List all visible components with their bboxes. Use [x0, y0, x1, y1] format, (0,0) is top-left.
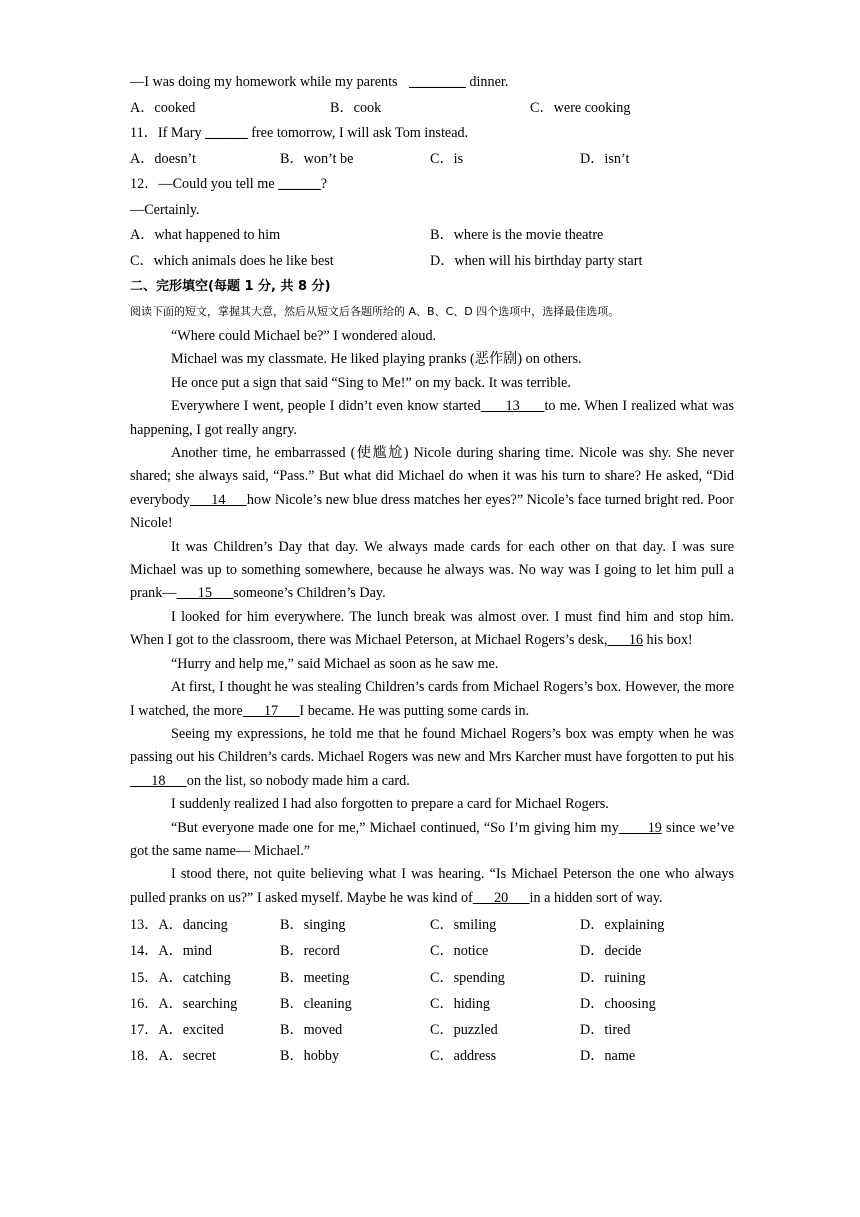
q16-option-c[interactable]: C．hiding: [430, 995, 490, 1012]
passage-paragraph-13: [130, 863, 734, 910]
q16-option-a[interactable]: 16．A．searching: [130, 995, 238, 1012]
q15-option-d[interactable]: D．ruining: [580, 969, 646, 986]
q13-option-d[interactable]: D．explaining: [580, 917, 665, 934]
blank-17: 17: [242, 702, 300, 719]
exam-page: [130, 70, 734, 1069]
q11-option-c[interactable]: C．is: [430, 150, 464, 167]
question-12-blank: ______: [278, 176, 321, 192]
blank-14: 14: [189, 491, 247, 508]
cloze-option-row-13: [130, 912, 734, 938]
q17-option-d[interactable]: D．tired: [580, 1021, 631, 1038]
p4-text-a: Everywhere I went, people I didn’t even know started: [171, 398, 481, 415]
question-12-suffix: ?: [320, 176, 328, 192]
passage-paragraph-4: [130, 395, 734, 442]
blank-16: 16: [607, 632, 643, 649]
question-12-options-row1: [130, 223, 734, 249]
cloze-option-row-18: [130, 1043, 734, 1069]
q12-option-c[interactable]: C．which animals does he like best: [130, 252, 334, 269]
p4-text-b: to me. When I realized what was happening, I got really angry.: [130, 398, 735, 438]
p6-text-b: someone’s Children’s Day.: [233, 585, 386, 602]
p5-text-a: Another time, he embarrassed (使尴尬) Nicole during sharing time. Nicole was shy. She never shared; she always said, “Pass.” But what did Michael do when it was his turn to share? He asked, “Did everybody: [130, 445, 734, 508]
cloze-option-row-17: [130, 1017, 734, 1043]
question-12-stem: [130, 172, 734, 198]
p13-text-b: in a hidden sort of way.: [529, 889, 663, 906]
blank-19: 19: [618, 819, 662, 836]
passage-paragraph-1: “Where could Michael be?” I wondered aloud.: [171, 328, 437, 344]
question-10-options: [130, 96, 734, 122]
q17-option-b[interactable]: B．moved: [280, 1021, 343, 1038]
p7-text-b: his box!: [643, 632, 693, 649]
p10-text-a: Seeing my expressions, he told me that he found Michael Rogers’s box was empty when he was passing out his Children’s cards. Michael Rogers was new and Mrs Karcher must have forgotten to put his: [130, 725, 734, 766]
question-12-prefix: 12．—Could you tell me: [130, 176, 279, 192]
passage-paragraph-6: [130, 536, 734, 606]
q12-option-b[interactable]: B．where is the movie theatre: [430, 227, 604, 243]
q10-option-a[interactable]: A．cooked: [130, 99, 196, 116]
q16-option-d[interactable]: D．choosing: [580, 995, 656, 1012]
p12-text-b: since we’ve got the same name— Michael.”: [130, 819, 735, 859]
q18-option-b[interactable]: B．hobby: [280, 1048, 340, 1065]
question-10-end: dinner.: [465, 74, 509, 90]
p10-text-b: on the list, so nobody made him a card.: [186, 772, 410, 789]
q13-option-b[interactable]: B．singing: [280, 917, 346, 934]
passage-paragraph-9: [130, 676, 734, 723]
q11-option-d[interactable]: D．isn’t: [580, 150, 630, 167]
p6-text-a: It was Children’s Day that day. We always made cards for each other on that day. I was sure Michael was up to something somewhere, because he always was. No way was I going to let him pull a prank—: [130, 538, 734, 602]
p7-text-a: I looked for him everywhere. The lunch break was almost over. I must find him and stop him. When I got to the classroom, there was Michael Peterson, at Michael Rogers’s desk,: [130, 608, 734, 649]
passage-paragraph-10: [130, 723, 734, 793]
p13-text-a: I stood there, not quite believing what I was hearing. “Is Michael Peterson the one who always pulled pranks on us?” I asked myself. Maybe he was kind of: [130, 866, 734, 906]
q12-option-a[interactable]: A．what happened to him: [130, 227, 281, 243]
question-11-stem: [130, 121, 734, 147]
blank-20: 20: [472, 889, 530, 906]
q12-option-d[interactable]: D．when will his birthday party start: [430, 252, 643, 269]
question-11-options: [130, 147, 734, 173]
question-10-stem: [130, 70, 734, 96]
q18-option-a[interactable]: 18．A．secret: [130, 1048, 216, 1065]
question-12-reply: —Certainly.: [130, 201, 200, 218]
passage-paragraph-7: [130, 606, 734, 653]
passage-paragraph-2: Michael was my classmate. He liked playing pranks (恶作剧) on others.: [171, 351, 582, 368]
question-10-blank: ________: [409, 74, 466, 90]
question-11-blank: ______: [205, 125, 248, 141]
q10-option-c[interactable]: C．were cooking: [530, 99, 631, 116]
passage-paragraph-11: I suddenly realized I had also forgotten to prepare a card for Michael Rogers.: [171, 796, 609, 813]
passage-paragraph-5: [130, 442, 734, 536]
q18-option-d[interactable]: D．name: [580, 1048, 636, 1065]
blank-18: 18: [130, 772, 187, 789]
blank-15: 15: [176, 585, 234, 602]
cloze-passage: [130, 325, 734, 910]
section-heading: 二、完形填空(每题 1 分, 共 8 分): [130, 279, 331, 294]
q17-option-c[interactable]: C．puzzled: [430, 1021, 498, 1038]
passage-paragraph-12: [130, 817, 734, 864]
q13-option-c[interactable]: C．smiling: [430, 917, 497, 934]
q11-option-b[interactable]: B．won’t be: [280, 150, 354, 167]
q14-option-b[interactable]: B．record: [280, 943, 340, 960]
blank-13: 13: [480, 398, 545, 415]
q15-option-a[interactable]: 15．A．catching: [130, 969, 231, 986]
q14-option-a[interactable]: 14．A．mind: [130, 943, 212, 960]
q14-option-c[interactable]: C．notice: [430, 943, 489, 960]
cloze-option-row-16: [130, 991, 734, 1017]
question-10-text: —I was doing my homework while my parents: [130, 74, 398, 90]
q17-option-a[interactable]: 17．A．excited: [130, 1021, 224, 1038]
cloze-option-row-15: [130, 965, 734, 991]
cloze-options: [130, 912, 734, 1069]
p9-text-b: I became. He was putting some cards in.: [299, 702, 530, 719]
question-11-prefix: 11．If Mary: [130, 125, 206, 141]
p5-text-b: how Nicole’s new blue dress matches her eyes?” Nicole’s face turned bright red. Poor Nicole!: [130, 491, 734, 532]
q15-option-c[interactable]: C．spending: [430, 969, 505, 986]
passage-paragraph-8: “Hurry and help me,” said Michael as soon as he saw me.: [171, 655, 499, 672]
q10-option-b[interactable]: B．cook: [330, 99, 382, 116]
q13-option-a[interactable]: 13．A．dancing: [130, 917, 228, 934]
question-12-options-row2: [130, 249, 734, 275]
q14-option-d[interactable]: D．decide: [580, 943, 642, 960]
passage-paragraph-3: He once put a sign that said “Sing to Me!” on my back. It was terrible.: [171, 374, 571, 391]
q11-option-a[interactable]: A．doesn’t: [130, 150, 196, 167]
section-instruction: 阅读下面的短文，掌握其大意，然后从短文后各题所给的 A、B、C、D 四个选项中，选择最佳选项。: [130, 304, 620, 318]
q15-option-b[interactable]: B．meeting: [280, 969, 350, 986]
q16-option-b[interactable]: B．cleaning: [280, 995, 352, 1012]
p12-text-a: “But everyone made one for me,” Michael continued, “So I’m giving him my: [171, 819, 619, 836]
cloze-option-row-14: [130, 938, 734, 964]
q18-option-c[interactable]: C．address: [430, 1048, 497, 1065]
question-11-suffix: free tomorrow, I will ask Tom instead.: [247, 125, 469, 141]
p9-text-a: At first, I thought he was stealing Children’s cards from Michael Rogers’s box. However, the more I watched, the more: [130, 679, 734, 719]
